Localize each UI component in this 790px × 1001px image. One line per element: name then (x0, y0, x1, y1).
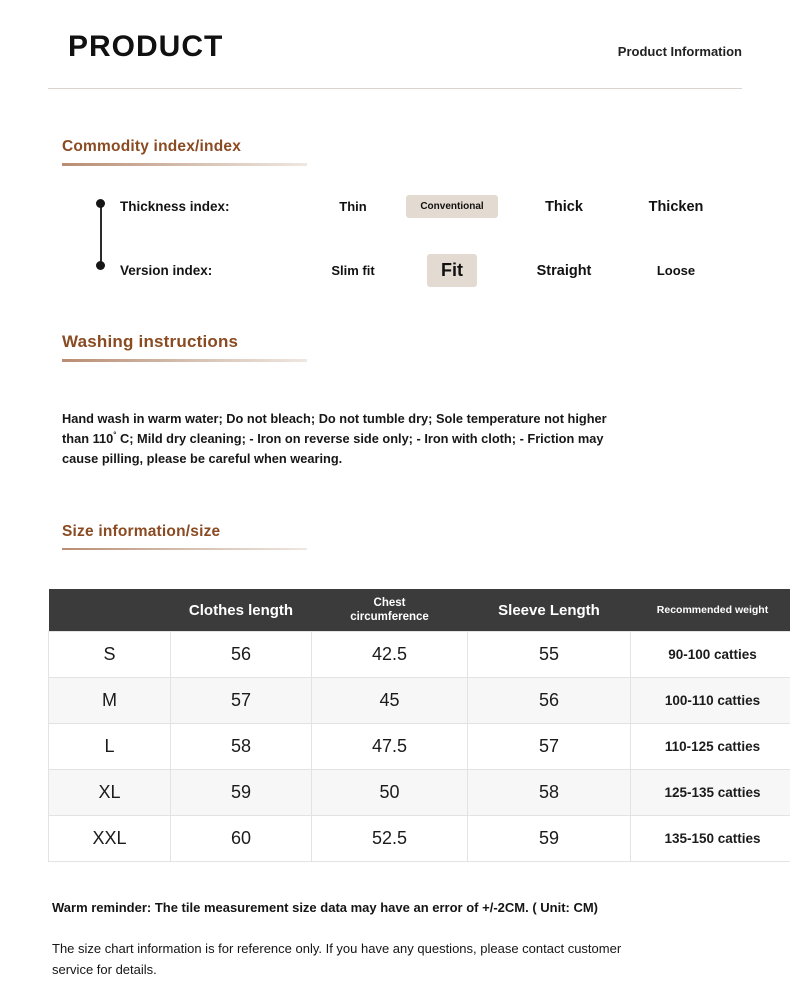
cell-size: S (49, 632, 171, 678)
version-option-loose[interactable]: Loose (656, 263, 696, 278)
chest-header-line1: Chest (373, 596, 406, 609)
size-chart-table (48, 589, 790, 862)
cell-weight: 135-150 catties (631, 816, 790, 862)
section-underline (62, 359, 307, 362)
cell-size: XXL (49, 816, 171, 862)
column-header-sleeve-length: Sleeve Length (468, 589, 631, 632)
thickness-index-label: Thickness index: (120, 199, 230, 214)
thickness-index-row (120, 195, 732, 218)
cell-sleeve: 58 (468, 770, 631, 816)
cell-weight: 90-100 catties (631, 632, 790, 678)
cell-clothes-length: 56 (171, 632, 312, 678)
index-timeline-bar (100, 200, 102, 268)
section-label-size: Size information/size (62, 523, 221, 540)
cell-sleeve: 55 (468, 632, 631, 678)
table-header-row (49, 589, 790, 632)
thickness-option-thicken[interactable]: Thicken (648, 198, 704, 215)
version-index-label: Version index: (120, 263, 213, 278)
degree-symbol: ° (113, 430, 117, 440)
cell-clothes-length: 59 (171, 770, 312, 816)
section-heading-size (62, 523, 307, 550)
cell-clothes-length: 60 (171, 816, 312, 862)
section-heading-commodity-index (62, 138, 307, 166)
cell-sleeve: 57 (468, 724, 631, 770)
chest-header-line2: circumference (350, 611, 429, 623)
cell-chest: 50 (312, 770, 468, 816)
column-header-recommended-weight: Recommended weight (631, 589, 790, 632)
section-label-commodity-index: Commodity index/index (62, 138, 242, 155)
column-header-clothes-length: Clothes length (171, 589, 312, 632)
header-divider (48, 88, 742, 89)
table-row (49, 632, 790, 678)
index-bullet-icon (96, 199, 105, 208)
thickness-option-conventional-selected[interactable]: Conventional (406, 195, 497, 218)
section-underline (62, 548, 307, 550)
version-index-row (120, 254, 732, 287)
version-option-slim-fit[interactable]: Slim fit (331, 263, 375, 278)
cell-clothes-length: 58 (171, 724, 312, 770)
cell-weight: 125-135 catties (631, 770, 790, 816)
column-header-chest-circumference (312, 589, 468, 632)
table-row (49, 678, 790, 724)
cell-size: M (49, 678, 171, 724)
section-label-washing: Washing instructions (62, 332, 239, 351)
cell-chest: 52.5 (312, 816, 468, 862)
reference-note: The size chart information is for reference only. If you have any questions, please contact customer service for details. (52, 941, 622, 977)
table-row (49, 724, 790, 770)
thickness-option-thick[interactable]: Thick (545, 198, 583, 215)
index-bullet-icon (96, 261, 105, 270)
cell-chest: 45 (312, 678, 468, 724)
cell-weight: 110-125 catties (631, 724, 790, 770)
table-row (49, 770, 790, 816)
page-header (48, 32, 742, 62)
cell-sleeve: 59 (468, 816, 631, 862)
washing-instructions-text (62, 409, 628, 468)
washing-text-part2: C; Mild dry cleaning; - Iron on reverse side only; - Iron with cloth; - Friction may cause pilling, please be careful when wearing. (62, 430, 604, 466)
section-underline (62, 163, 307, 166)
version-option-fit-selected[interactable]: Fit (427, 254, 477, 287)
cell-chest: 47.5 (312, 724, 468, 770)
section-heading-washing (62, 332, 307, 362)
cell-sleeve: 56 (468, 678, 631, 724)
warm-reminder-note: Warm reminder: The tile measurement size data may have an error of +/-2CM. ( Unit: CM) (52, 900, 599, 915)
cell-size: XL (49, 770, 171, 816)
thickness-option-thin[interactable]: Thin (339, 199, 367, 214)
version-option-straight[interactable]: Straight (536, 262, 592, 279)
cell-chest: 42.5 (312, 632, 468, 678)
column-header-size (49, 589, 171, 632)
page-subtitle: Product Information (617, 44, 742, 59)
page-title: PRODUCT (68, 30, 224, 63)
cell-size: L (49, 724, 171, 770)
cell-clothes-length: 57 (171, 678, 312, 724)
cell-weight: 100-110 catties (631, 678, 790, 724)
washing-text-part1: Hand wash in warm water; Do not bleach; Do not tumble dry; Sole temperature not higher than 110 (62, 411, 607, 446)
table-row (49, 816, 790, 862)
